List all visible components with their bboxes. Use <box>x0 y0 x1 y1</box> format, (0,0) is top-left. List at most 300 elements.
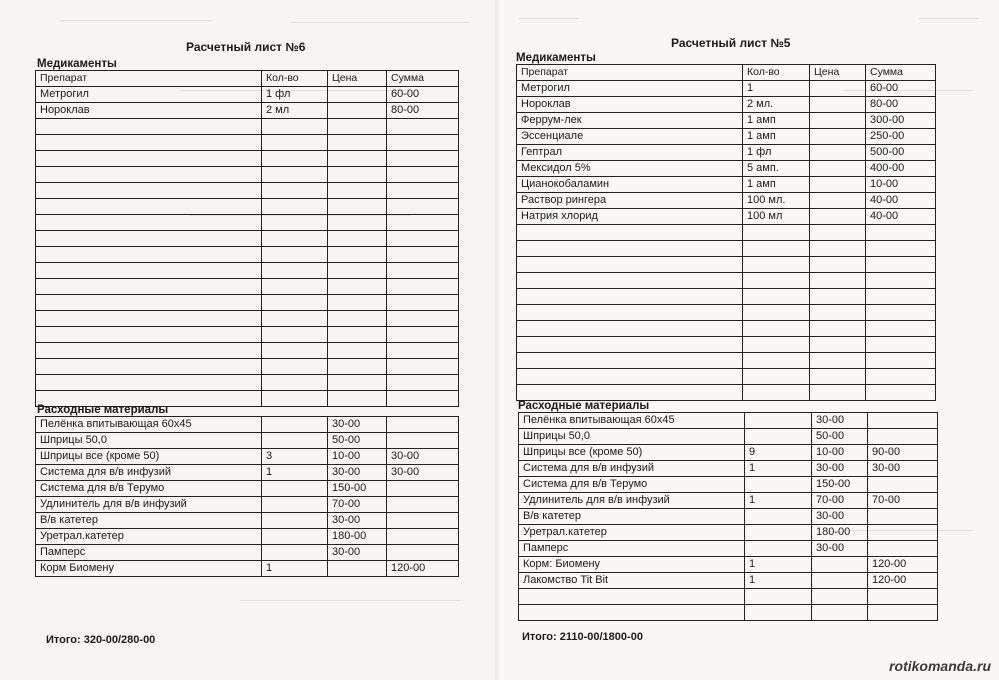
cell-price: 30-00 <box>812 509 868 525</box>
cell-item-name: Нороклав <box>517 97 743 113</box>
cell-quantity <box>262 497 328 513</box>
cell-quantity <box>745 605 812 621</box>
cell-sum: 250-00 <box>866 129 936 145</box>
cell-item-name <box>517 353 743 369</box>
cell-sum <box>387 183 459 199</box>
cell-price <box>810 289 866 305</box>
cell-quantity: 1 <box>262 465 328 481</box>
cell-price <box>328 119 387 135</box>
cell-price <box>810 97 866 113</box>
cell-quantity: 100 мл. <box>743 193 810 209</box>
table-row <box>36 529 459 545</box>
table-row <box>36 417 459 433</box>
show-through-line <box>60 20 210 21</box>
table-row <box>36 375 459 391</box>
cell-quantity: 1 фл <box>743 145 810 161</box>
cell-sum <box>868 429 938 445</box>
table-row <box>517 177 936 193</box>
cell-price: 180-00 <box>812 525 868 541</box>
cell-quantity <box>262 279 328 295</box>
cell-item-name: В/в катетер <box>36 513 262 529</box>
cell-quantity <box>262 311 328 327</box>
table-row <box>36 545 459 561</box>
cell-item-name: Корм Биомену <box>36 561 262 577</box>
cell-item-name: Корм: Биомену <box>519 557 745 573</box>
cell-sum <box>387 417 459 433</box>
cell-price <box>328 375 387 391</box>
cell-item-name <box>36 311 262 327</box>
cell-item-name: Удлинитель для в/в инфузий <box>36 497 262 513</box>
cell-price <box>810 209 866 225</box>
cell-quantity <box>743 225 810 241</box>
cell-price <box>810 161 866 177</box>
cell-sum <box>866 257 936 273</box>
cell-quantity <box>745 525 812 541</box>
cell-item-name <box>36 199 262 215</box>
table-row <box>36 343 459 359</box>
cell-sum <box>387 263 459 279</box>
cell-sum: 80-00 <box>866 97 936 113</box>
cell-quantity <box>262 151 328 167</box>
cell-sum <box>866 353 936 369</box>
cell-price <box>812 589 868 605</box>
total: Итого: 2110-00/1800-00 <box>522 631 643 643</box>
cell-item-name: Шприцы 50,0 <box>519 429 745 445</box>
cell-item-name: Гептрал <box>517 145 743 161</box>
table-row <box>517 369 936 385</box>
medications-table <box>35 70 459 407</box>
cell-sum: 60-00 <box>387 87 459 103</box>
table-row <box>519 477 938 493</box>
table-row <box>36 449 459 465</box>
table-row <box>517 209 936 225</box>
cell-sum: 120-00 <box>868 573 938 589</box>
cell-quantity: 1 <box>262 561 328 577</box>
cell-sum: 400-00 <box>866 161 936 177</box>
cell-sum <box>387 167 459 183</box>
cell-price <box>328 343 387 359</box>
cell-price <box>328 311 387 327</box>
table-row <box>517 225 936 241</box>
table-row <box>36 497 459 513</box>
table-row <box>36 151 459 167</box>
cell-sum: 30-00 <box>387 465 459 481</box>
cell-item-name <box>517 241 743 257</box>
table-row <box>519 589 938 605</box>
cell-item-name <box>517 257 743 273</box>
cell-price <box>328 295 387 311</box>
cell-item-name: Натрия хлорид <box>517 209 743 225</box>
cell-item-name: Система для в/в инфузий <box>519 461 745 477</box>
cell-price: 50-00 <box>812 429 868 445</box>
table-row <box>36 119 459 135</box>
cell-quantity <box>262 263 328 279</box>
cell-sum <box>387 545 459 561</box>
cell-item-name <box>36 119 262 135</box>
cell-quantity <box>262 417 328 433</box>
cell-sum <box>866 225 936 241</box>
table-row <box>519 605 938 621</box>
cell-item-name <box>517 369 743 385</box>
medications-label: Медикаменты <box>37 58 117 70</box>
cell-price: 70-00 <box>328 497 387 513</box>
cell-quantity: 5 амп. <box>743 161 810 177</box>
cell-quantity <box>743 289 810 305</box>
header-sum: Сумма <box>866 65 936 81</box>
table-header-row <box>517 65 936 81</box>
cell-sum <box>868 605 938 621</box>
sheet-5-page <box>499 0 999 680</box>
cell-quantity <box>745 541 812 557</box>
cell-sum <box>868 589 938 605</box>
cell-sum <box>866 305 936 321</box>
table-row <box>519 509 938 525</box>
medications-label: Медикаменты <box>516 52 596 64</box>
cell-quantity <box>262 375 328 391</box>
cell-item-name <box>36 279 262 295</box>
cell-quantity: 1 <box>745 461 812 477</box>
cell-price <box>328 279 387 295</box>
cell-item-name <box>517 305 743 321</box>
cell-price: 10-00 <box>812 445 868 461</box>
table-row <box>36 231 459 247</box>
cell-quantity <box>743 257 810 273</box>
cell-price: 30-00 <box>812 541 868 557</box>
cell-sum <box>387 231 459 247</box>
cell-sum <box>387 359 459 375</box>
cell-item-name: Удлинитель для в/в инфузий <box>519 493 745 509</box>
cell-sum <box>387 327 459 343</box>
table-row <box>519 557 938 573</box>
table-row <box>36 359 459 375</box>
cell-item-name: Нороклав <box>36 103 262 119</box>
cell-item-name <box>36 151 262 167</box>
cell-price <box>810 129 866 145</box>
cell-item-name: Мексидол 5% <box>517 161 743 177</box>
header-sum: Сумма <box>387 71 459 87</box>
cell-item-name <box>517 321 743 337</box>
cell-sum <box>866 337 936 353</box>
cell-quantity <box>262 199 328 215</box>
cell-price <box>328 247 387 263</box>
cell-item-name <box>36 263 262 279</box>
cell-price: 30-00 <box>812 461 868 477</box>
cell-sum <box>387 343 459 359</box>
table-row <box>36 167 459 183</box>
cell-price <box>810 241 866 257</box>
cell-item-name <box>36 231 262 247</box>
cell-price <box>810 145 866 161</box>
header-name: Препарат <box>517 65 743 81</box>
cell-price <box>328 183 387 199</box>
cell-sum <box>866 321 936 337</box>
cell-price <box>328 359 387 375</box>
cell-item-name <box>36 343 262 359</box>
cell-price: 50-00 <box>328 433 387 449</box>
sheet-title: Расчетный лист №5 <box>671 36 791 50</box>
cell-quantity <box>262 343 328 359</box>
cell-item-name: Шприцы все (кроме 50) <box>36 449 262 465</box>
cell-quantity <box>745 413 812 429</box>
cell-item-name <box>36 327 262 343</box>
table-row <box>36 199 459 215</box>
cell-item-name: Уретрал.катетер <box>36 529 262 545</box>
cell-price: 30-00 <box>328 545 387 561</box>
supplies-table <box>518 412 938 621</box>
table-row <box>36 215 459 231</box>
table-row <box>36 513 459 529</box>
cell-sum: 500-00 <box>866 145 936 161</box>
cell-quantity <box>745 509 812 525</box>
cell-quantity <box>262 433 328 449</box>
cell-quantity <box>262 295 328 311</box>
cell-quantity <box>262 183 328 199</box>
cell-quantity <box>262 231 328 247</box>
cell-sum <box>387 295 459 311</box>
table-row <box>517 113 936 129</box>
table-row <box>517 321 936 337</box>
cell-quantity: 1 <box>745 557 812 573</box>
cell-quantity <box>262 247 328 263</box>
cell-item-name: Пелёнка впитывающая 60х45 <box>519 413 745 429</box>
cell-price <box>328 87 387 103</box>
cell-price <box>810 305 866 321</box>
cell-price <box>328 167 387 183</box>
table-row <box>36 433 459 449</box>
cell-quantity: 2 мл. <box>743 97 810 113</box>
cell-price <box>810 321 866 337</box>
cell-sum <box>387 481 459 497</box>
cell-price <box>812 605 868 621</box>
cell-item-name <box>36 247 262 263</box>
cell-item-name <box>36 167 262 183</box>
cell-price: 30-00 <box>328 417 387 433</box>
cell-sum: 30-00 <box>387 449 459 465</box>
cell-item-name: Эссенциале <box>517 129 743 145</box>
cell-price <box>810 177 866 193</box>
cell-item-name: В/в катетер <box>519 509 745 525</box>
cell-quantity <box>262 391 328 407</box>
cell-price <box>810 225 866 241</box>
table-row <box>517 81 936 97</box>
cell-quantity <box>743 353 810 369</box>
cell-price <box>328 151 387 167</box>
cell-sum <box>868 413 938 429</box>
table-row <box>519 461 938 477</box>
cell-sum <box>387 497 459 513</box>
cell-sum <box>866 241 936 257</box>
cell-item-name: Шприцы 50,0 <box>36 433 262 449</box>
cell-price <box>328 199 387 215</box>
cell-price: 150-00 <box>812 477 868 493</box>
table-row <box>36 247 459 263</box>
show-through-line <box>919 18 979 19</box>
table-row <box>519 429 938 445</box>
cell-quantity <box>743 369 810 385</box>
table-row <box>36 263 459 279</box>
cell-price <box>328 231 387 247</box>
cell-item-name: Раствор рингера <box>517 193 743 209</box>
cell-item-name <box>517 337 743 353</box>
cell-sum <box>387 151 459 167</box>
cell-item-name <box>36 135 262 151</box>
cell-price <box>328 561 387 577</box>
table-row <box>519 493 938 509</box>
cell-quantity <box>262 545 328 561</box>
table-row <box>517 337 936 353</box>
cell-price <box>812 557 868 573</box>
cell-item-name: Уретрал.катетер <box>519 525 745 541</box>
cell-quantity <box>743 273 810 289</box>
table-row <box>517 161 936 177</box>
cell-sum: 80-00 <box>387 103 459 119</box>
cell-price <box>810 273 866 289</box>
cell-quantity: 1 фл <box>262 87 328 103</box>
header-price: Цена <box>810 65 866 81</box>
cell-sum <box>387 529 459 545</box>
table-row <box>36 465 459 481</box>
header-qty: Кол-во <box>262 71 328 87</box>
cell-item-name: Система для в/в Терумо <box>36 481 262 497</box>
cell-price: 10-00 <box>328 449 387 465</box>
show-through-line <box>519 18 579 19</box>
cell-price <box>328 103 387 119</box>
cell-item-name <box>36 183 262 199</box>
cell-sum <box>387 279 459 295</box>
cell-sum <box>387 375 459 391</box>
cell-sum <box>866 289 936 305</box>
cell-quantity: 9 <box>745 445 812 461</box>
cell-quantity <box>743 241 810 257</box>
cell-price: 30-00 <box>328 465 387 481</box>
cell-sum <box>387 119 459 135</box>
table-row <box>519 445 938 461</box>
cell-price <box>328 215 387 231</box>
table-row <box>36 103 459 119</box>
cell-sum <box>866 273 936 289</box>
cell-item-name: Феррум-лек <box>517 113 743 129</box>
cell-price <box>328 135 387 151</box>
table-row <box>36 183 459 199</box>
cell-quantity <box>743 305 810 321</box>
cell-quantity <box>743 385 810 401</box>
cell-item-name: Шприцы все (кроме 50) <box>519 445 745 461</box>
cell-quantity: 100 мл <box>743 209 810 225</box>
site-watermark: rotikomanda.ru <box>889 658 991 674</box>
cell-price <box>328 263 387 279</box>
cell-item-name: Памперс <box>36 545 262 561</box>
cell-item-name: Метрогил <box>517 81 743 97</box>
table-row <box>36 327 459 343</box>
cell-quantity <box>262 327 328 343</box>
table-row <box>519 541 938 557</box>
cell-item-name <box>36 359 262 375</box>
table-row <box>517 385 936 401</box>
cell-price <box>810 337 866 353</box>
cell-quantity <box>745 589 812 605</box>
table-row <box>36 295 459 311</box>
cell-price <box>328 391 387 407</box>
table-row <box>517 305 936 321</box>
table-row <box>517 273 936 289</box>
cell-price: 150-00 <box>328 481 387 497</box>
cell-sum <box>866 385 936 401</box>
table-row <box>517 193 936 209</box>
table-row <box>517 289 936 305</box>
cell-sum: 40-00 <box>866 209 936 225</box>
cell-item-name: Пелёнка впитывающая 60х45 <box>36 417 262 433</box>
cell-quantity <box>262 215 328 231</box>
cell-item-name <box>517 385 743 401</box>
cell-price <box>810 385 866 401</box>
table-row <box>36 87 459 103</box>
table-row <box>517 97 936 113</box>
cell-quantity: 1 <box>743 81 810 97</box>
cell-item-name <box>517 225 743 241</box>
cell-quantity <box>743 321 810 337</box>
cell-item-name: Система для в/в Терумо <box>519 477 745 493</box>
header-qty: Кол-во <box>743 65 810 81</box>
supplies-label: Расходные материалы <box>518 400 650 412</box>
cell-quantity <box>262 513 328 529</box>
cell-price <box>810 81 866 97</box>
cell-sum: 300-00 <box>866 113 936 129</box>
cell-sum <box>387 513 459 529</box>
cell-price <box>812 573 868 589</box>
header-price: Цена <box>328 71 387 87</box>
show-through-line <box>290 22 470 23</box>
cell-sum <box>868 525 938 541</box>
cell-item-name: Лакомство Tit Bit <box>519 573 745 589</box>
cell-item-name <box>517 289 743 305</box>
table-row <box>36 311 459 327</box>
show-through-line <box>240 600 460 601</box>
cell-quantity <box>262 359 328 375</box>
cell-sum: 60-00 <box>866 81 936 97</box>
cell-price <box>810 353 866 369</box>
cell-item-name <box>36 375 262 391</box>
cell-price: 30-00 <box>812 413 868 429</box>
cell-quantity: 1 амп <box>743 113 810 129</box>
cell-quantity <box>262 119 328 135</box>
cell-price: 70-00 <box>812 493 868 509</box>
cell-item-name <box>36 295 262 311</box>
cell-item-name <box>517 273 743 289</box>
table-row <box>519 413 938 429</box>
cell-sum <box>866 369 936 385</box>
table-row <box>517 129 936 145</box>
cell-sum <box>387 247 459 263</box>
supplies-table <box>35 416 459 577</box>
header-name: Препарат <box>36 71 262 87</box>
cell-sum: 40-00 <box>866 193 936 209</box>
cell-sum <box>387 433 459 449</box>
cell-quantity: 1 амп <box>743 177 810 193</box>
cell-sum: 30-00 <box>868 461 938 477</box>
cell-price: 30-00 <box>328 513 387 529</box>
cell-quantity: 3 <box>262 449 328 465</box>
sheet-6-page <box>0 0 497 680</box>
cell-sum <box>387 215 459 231</box>
cell-sum: 70-00 <box>868 493 938 509</box>
cell-sum <box>387 311 459 327</box>
cell-item-name <box>519 589 745 605</box>
cell-sum: 10-00 <box>866 177 936 193</box>
cell-quantity: 1 <box>745 493 812 509</box>
cell-sum <box>868 509 938 525</box>
table-row <box>36 135 459 151</box>
cell-sum <box>387 199 459 215</box>
